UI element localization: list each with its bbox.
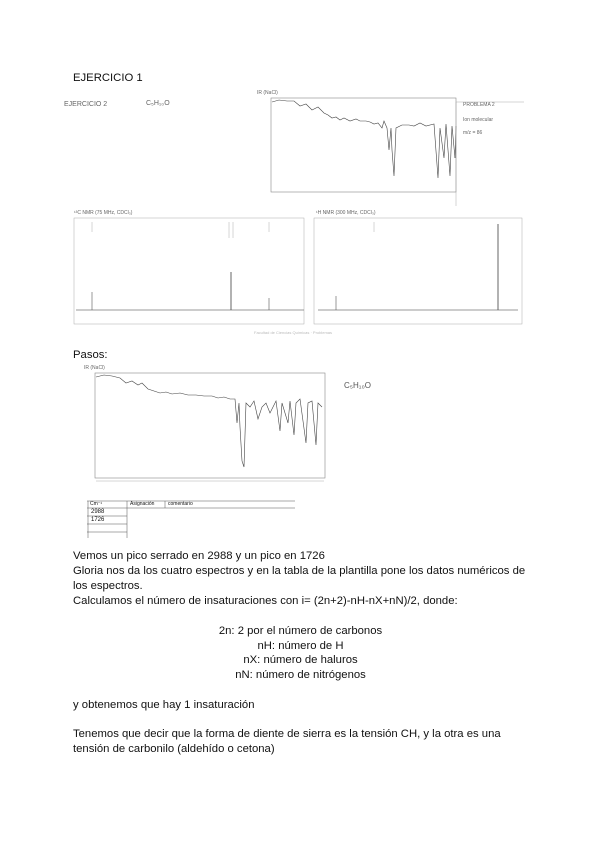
pasos-ir-plot — [80, 363, 340, 498]
exercise-title: EJERCICIO 1 — [73, 72, 143, 84]
definition-nh: nH: número de H — [257, 640, 344, 652]
table-header-asignacion: Asignación — [130, 501, 155, 507]
problem-formula: C₅H₁₀O — [146, 100, 170, 107]
paragraph-peaks: Vemos un pico serrado en 2988 y un pico en 1726 — [73, 550, 325, 562]
h1-label: ¹H NMR (300 MHz, CDCl₃) — [316, 210, 376, 216]
problem-footer: Facultad de Ciencias Químicas · Problemas — [254, 330, 333, 335]
h1-nmr-plot — [312, 208, 524, 326]
h1-nmr-panel — [312, 208, 524, 326]
pasos-formula: C₅H₁₀O — [344, 381, 372, 390]
side-panel-line2: Ion molecular — [463, 117, 494, 123]
table-row-2988: 2988 — [91, 509, 105, 515]
ir-label: IR (NaCl) — [257, 90, 278, 96]
table-header-comentario: comentario — [168, 501, 193, 507]
c13-nmr-panel — [64, 208, 310, 326]
assignment-table — [87, 500, 295, 538]
paragraph-formula: Calculamos el número de insaturaciones con i= (2n+2)-nH-nX+nN)/2, donde: — [73, 595, 458, 607]
pasos-ir-label: IR (NaCl) — [84, 365, 105, 371]
problem-spectra-image — [64, 88, 524, 338]
problem-heading: EJERCICIO 2 — [64, 101, 108, 108]
conclusion-text: Tenemos que decir que la forma de diente de sierra es la tensión CH, y la otra es una tensión de carbonilo (aldehído o cetona) — [73, 728, 501, 755]
side-panel-line1: PROBLEMA 2 — [463, 102, 495, 108]
paragraph-gloria: Gloria nos da los cuatro espectros y en la tabla de la plantilla pone los datos numéricos de los espectros. — [73, 565, 526, 592]
c13-label: ¹³C NMR (75 MHz, CDCl₃) — [74, 210, 133, 216]
ir-spectrum-panel — [254, 88, 524, 206]
pasos-spectra-image — [80, 363, 490, 513]
table-header-cm: Cm⁻¹ — [90, 501, 103, 507]
definition-2n: 2n: 2 por el número de carbonos — [218, 625, 383, 637]
result-text: y obtenemos que hay 1 insaturación — [73, 699, 255, 711]
side-panel-line3: m/z = 86 — [463, 130, 483, 136]
table-row-1726: 1726 — [91, 517, 105, 523]
pasos-label: Pasos: — [73, 349, 108, 361]
c13-nmr-plot — [64, 208, 310, 326]
definition-nn: nN: número de nitrógenos — [235, 669, 366, 681]
definition-nx: nX: número de haluros — [243, 654, 358, 666]
